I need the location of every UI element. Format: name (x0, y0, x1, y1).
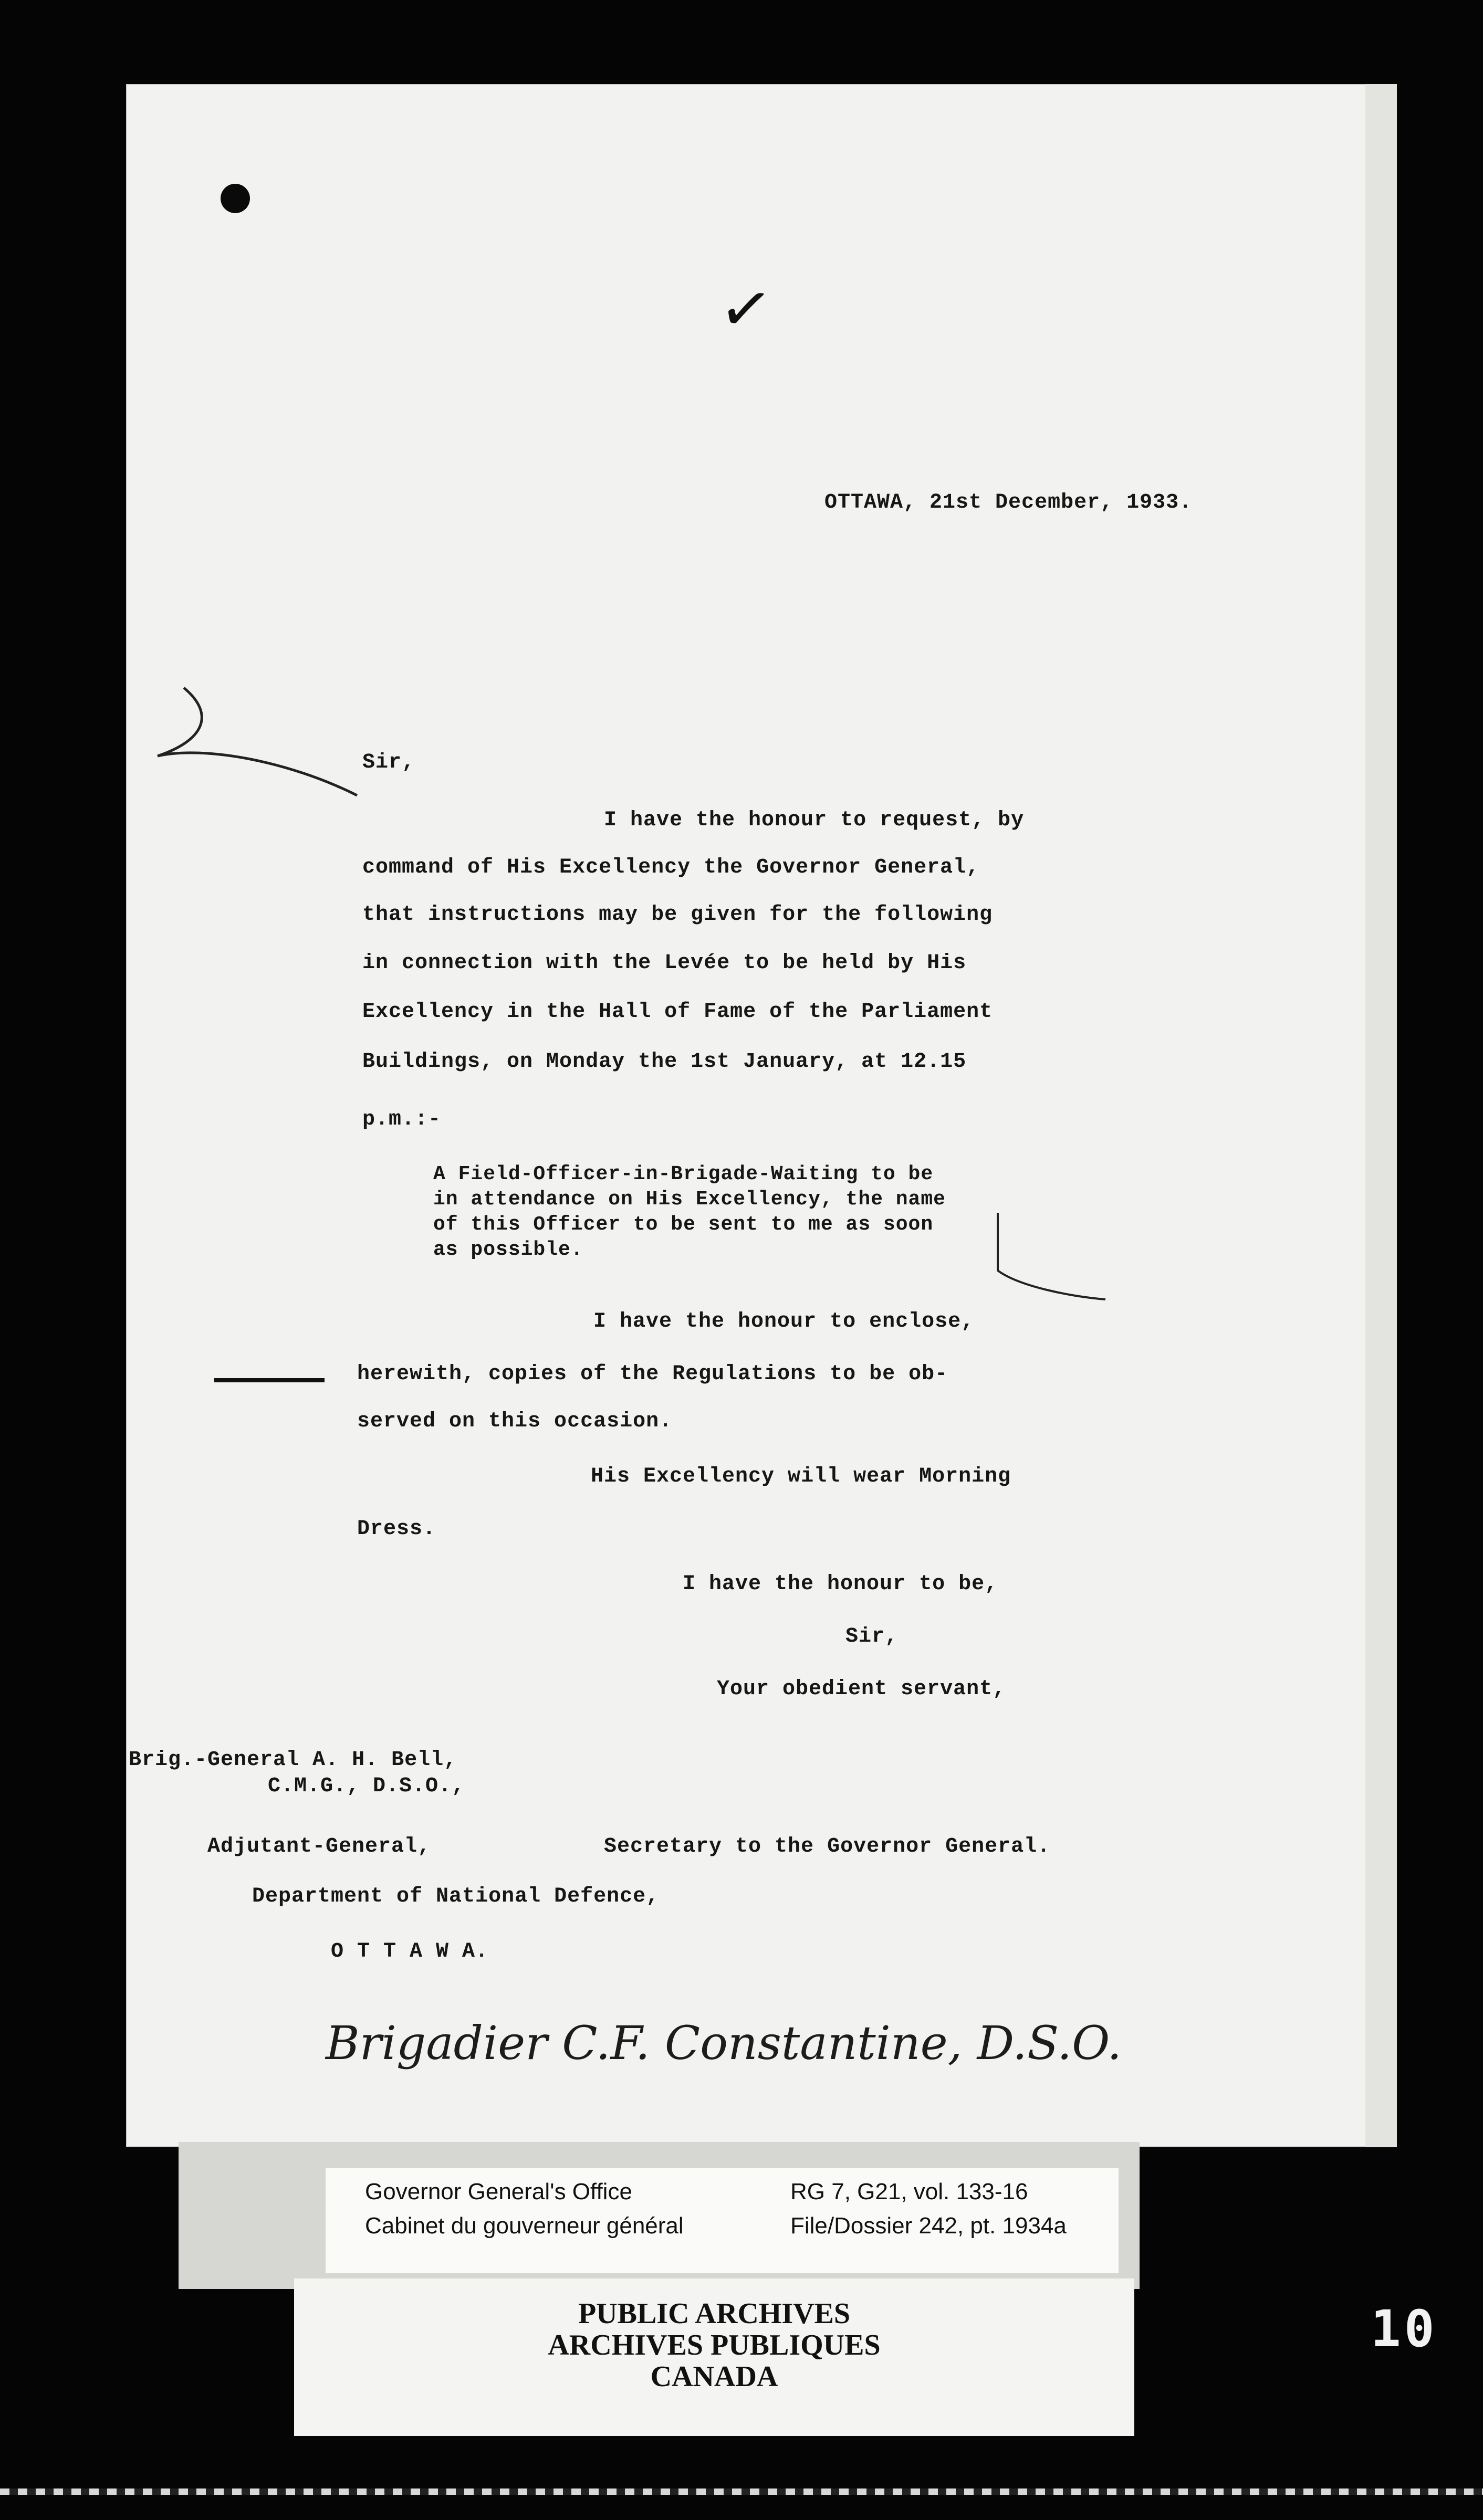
enclosure-line: herewith, copies of the Regulations to be ob- (357, 1362, 948, 1386)
body-line: in connection with the Levée to be held by His (362, 951, 967, 975)
body-line: Buildings, on Monday the 1st January, at 12.15 (362, 1050, 967, 1074)
office-french: Cabinet du gouverneur général (365, 2213, 684, 2239)
recipient-line: O T T A W A. (331, 1940, 489, 1964)
body-line: that instructions may be given for the following (362, 903, 993, 927)
quoted-request-line: in attendance on His Excellency, the name (433, 1188, 946, 1211)
closing-line: Your obedient servant, (717, 1677, 1006, 1701)
salutation: Sir, (362, 751, 415, 774)
check-mark-icon: ✓ (714, 269, 777, 350)
bracket-annotation (987, 1208, 1113, 1312)
page-edge (1365, 84, 1397, 2147)
quoted-request-line: A Field-Officer-in-Brigade-Waiting to be (433, 1163, 934, 1185)
dress-line: Dress. (357, 1517, 436, 1541)
date-line: OTTAWA, 21st December, 1933. (824, 491, 1193, 514)
archives-english: PUBLIC ARCHIVES (578, 2297, 851, 2330)
body-line: I have the honour to request, by (604, 808, 1025, 832)
enclosure-line: served on this occasion. (357, 1410, 673, 1433)
archives-french: ARCHIVES PUBLIQUES (548, 2329, 881, 2361)
recipient-line: Adjutant-General, (207, 1835, 431, 1858)
archives-country: CANADA (650, 2360, 778, 2393)
recipient-line: Brig.-General A. H. Bell, (129, 1748, 457, 1772)
recipient-line: C.M.G., D.S.O., (268, 1774, 465, 1798)
body-line: Excellency in the Hall of Fame of the Parliament (362, 1000, 993, 1024)
closing-line: I have the honour to be, (683, 1572, 998, 1596)
quoted-request-line: as possible. (433, 1238, 583, 1261)
recipient-line: Department of National Defence, (252, 1885, 660, 1908)
office-english: Governor General's Office (365, 2179, 632, 2204)
dress-line: His Excellency will wear Morning (591, 1465, 1011, 1488)
quoted-request-line: of this Officer to be sent to me as soon (433, 1213, 934, 1236)
handwritten-note: Brigadier C.F. Constantine, D.S.O. (326, 2016, 1122, 2070)
enclosure-line: I have the honour to enclose, (593, 1310, 975, 1334)
file-reference: File/Dossier 242, pt. 1934a (790, 2213, 1067, 2239)
record-group-reference: RG 7, G21, vol. 133-16 (790, 2179, 1028, 2204)
signatory-title: Secretary to the Governor General. (604, 1835, 1051, 1858)
closing-line: Sir, (845, 1625, 899, 1648)
margin-dash (214, 1378, 325, 1382)
body-line: p.m.:- (362, 1108, 442, 1131)
body-line: command of His Excellency the Governor General, (362, 856, 980, 879)
frame-number: 10 (1371, 2300, 1438, 2358)
film-edge-strip (0, 2488, 1483, 2495)
punch-hole (221, 184, 250, 213)
